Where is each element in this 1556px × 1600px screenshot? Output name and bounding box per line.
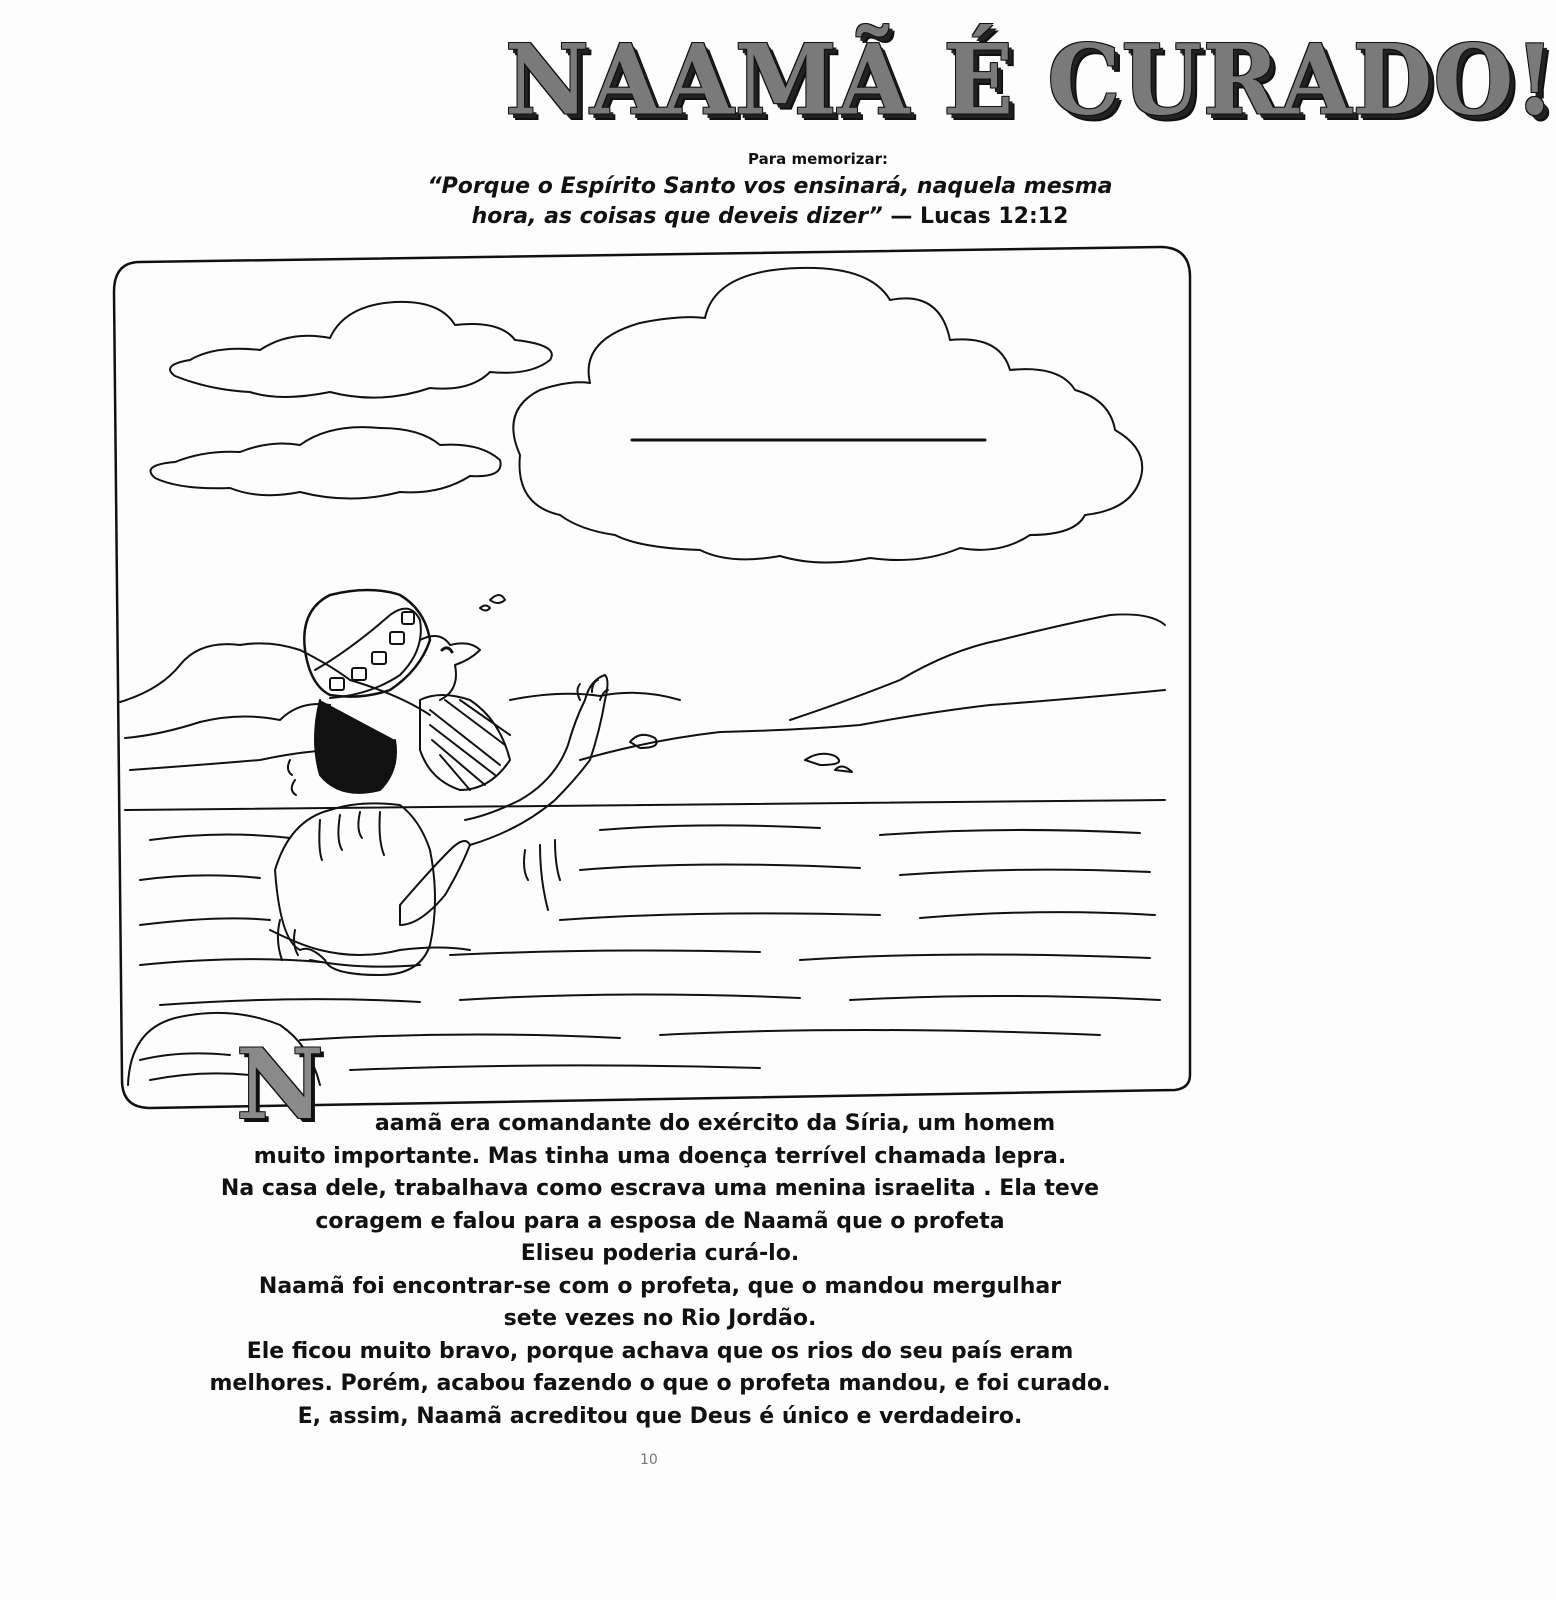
horizon-line: [125, 800, 1165, 810]
story-line: Naamã foi encontrar-se com o profeta, que o mandou mergulhar: [258, 1273, 1062, 1299]
hills-middle: [510, 693, 680, 700]
story-line: Na casa dele, trabalhava como escrava uma menina israelita . Ela teve: [220, 1176, 1100, 1201]
page-title: NAAMÃ É CURADO!: [505, 23, 1556, 137]
page-number: 10: [640, 1452, 658, 1468]
story-line: muito importante. Mas tinha uma doença terrível chamada lepra.: [253, 1143, 1067, 1169]
illustration-frame: [114, 247, 1190, 1108]
story-line: melhores. Porém, acabou fazendo o que o profeta mandou, e foi curado.: [209, 1371, 1111, 1396]
story-first-word: aamã: [374, 1111, 443, 1136]
hills-right-lower: [580, 690, 1165, 760]
memorize-label: Para memorizar:: [748, 150, 888, 168]
story-line: Ele ficou muito bravo, porque achava que os rios do seu país eram: [246, 1338, 1074, 1364]
cloud-small-bottom: [151, 427, 501, 498]
verse-line-2-quote: hora, as coisas que deveis dizer”: [471, 204, 883, 229]
story-line: sete vezes no Rio Jordão.: [503, 1306, 817, 1331]
story-line: E, assim, Naamã acreditou que Deus é único e verdadeiro.: [297, 1403, 1023, 1429]
verse-line-1: “Porque o Espírito Santo vos ensinará, naquela mesma: [427, 174, 1113, 199]
drop-cap: N: [236, 1028, 324, 1141]
story-text: [150, 1108, 1170, 1433]
story-line: Eliseu poderia curá-lo.: [520, 1241, 800, 1266]
story-line: coragem e falou para a esposa de Naamã que o profeta: [315, 1208, 1005, 1234]
story-line: aamã era comandante do exército da Síria, um homem: [374, 1111, 1056, 1136]
naaman-figure: [270, 590, 608, 975]
verse-reference: — Lucas 12:12: [882, 204, 1069, 229]
hills-right: [790, 614, 1165, 720]
hills-left: [120, 643, 430, 715]
cloud-small-top: [170, 302, 552, 398]
speech-cloud: [513, 268, 1142, 563]
